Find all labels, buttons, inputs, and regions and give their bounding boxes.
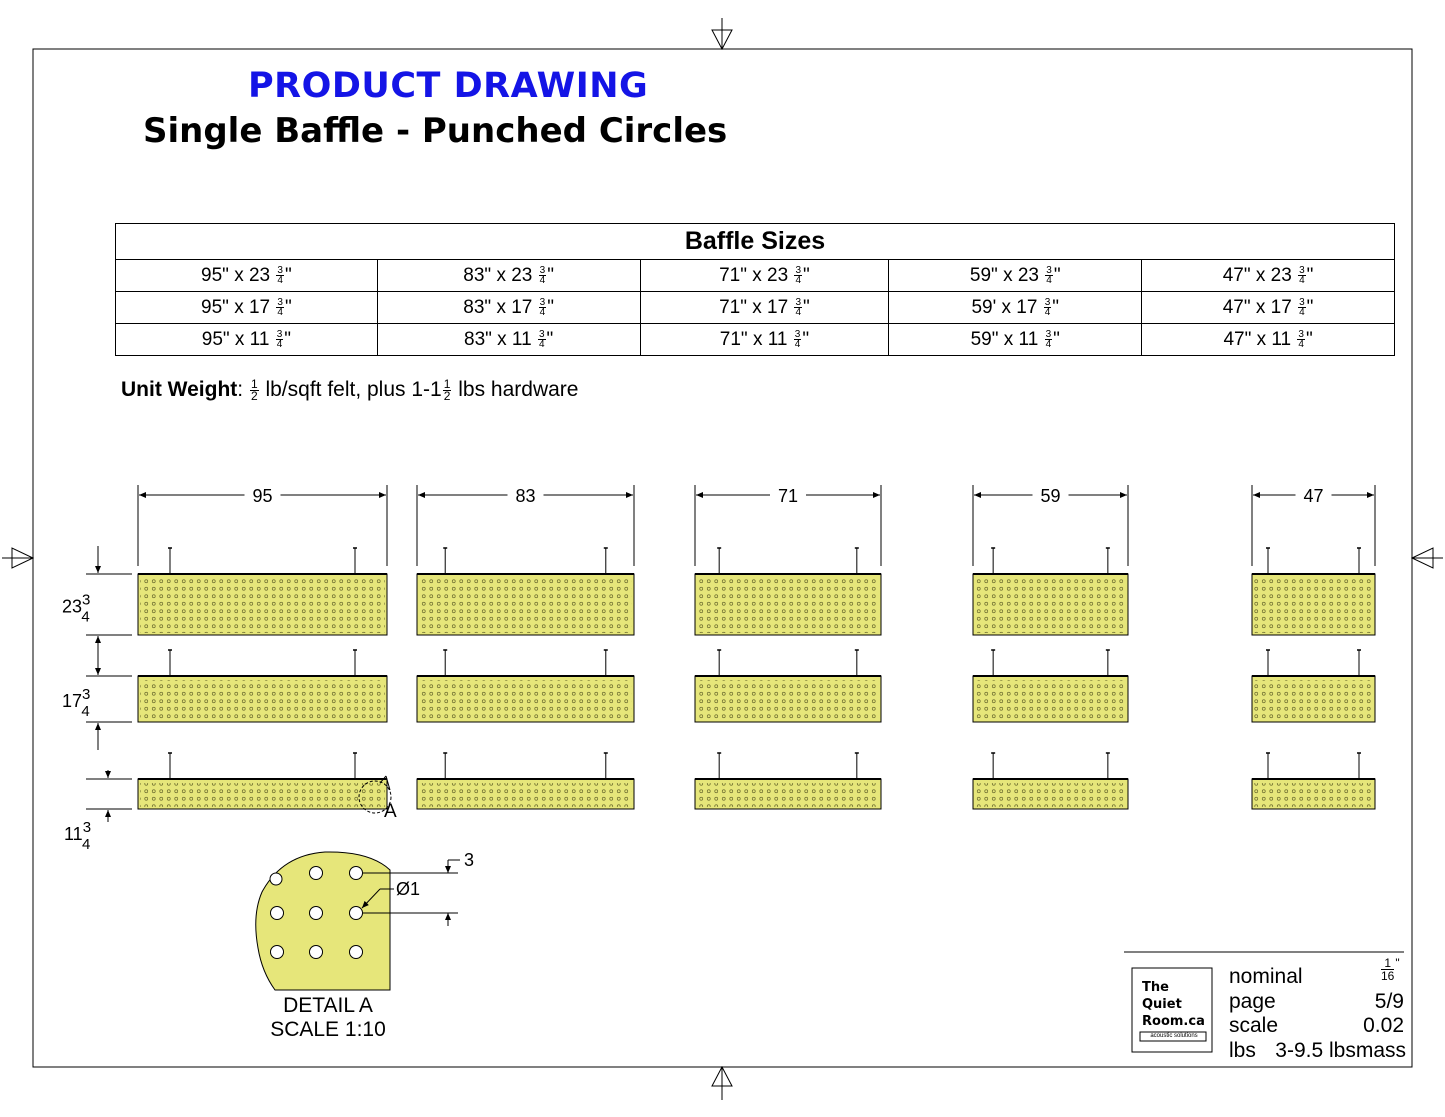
height-dimension	[62, 546, 132, 663]
size-unit: "	[1053, 264, 1061, 286]
mass-value: 3-9.5 lbsmass	[1275, 1039, 1406, 1062]
table-row	[116, 292, 1395, 324]
fraction-half: $\frac{1}{2}$	[443, 376, 451, 403]
detail-hole	[271, 907, 284, 920]
size-fraction: $\frac{3}{4}$	[538, 328, 545, 350]
detail-hole	[271, 946, 284, 959]
baffle-perforation	[140, 783, 385, 807]
size-fraction: $\frac{3}{4}$	[539, 264, 546, 286]
height-dimensions	[62, 546, 132, 853]
detail-hole	[350, 907, 363, 920]
baffle-perforation	[975, 680, 1126, 720]
table-cell	[889, 324, 1142, 356]
baffle-perforation	[419, 680, 632, 720]
size-text: 95" x 23	[201, 264, 276, 286]
width-label: 71	[777, 486, 799, 506]
baffle-perforation	[697, 783, 879, 807]
nominal-value: $\frac{1}{16}$ "	[1381, 956, 1400, 983]
width-dimension	[138, 485, 387, 566]
logo-tagline: acoustic solutions	[1150, 1033, 1198, 1039]
height-label: $17^3$ 4	[62, 686, 91, 720]
baffle-panel	[417, 753, 634, 809]
size-fraction: $\frac{3}{4}$	[795, 296, 802, 318]
size-unit: "	[547, 264, 554, 286]
size-text: 47" x 11	[1223, 328, 1297, 350]
baffle-panel	[138, 650, 387, 722]
baffle-perforation	[697, 578, 879, 633]
size-fraction: $\frac{3}{4}$	[1299, 296, 1305, 318]
size-unit: "	[546, 328, 554, 350]
size-unit: "	[284, 328, 292, 350]
detail-hole	[350, 867, 363, 880]
baffle-perforation	[140, 578, 385, 633]
baffle-perforation	[1254, 783, 1373, 807]
baffle-panel	[973, 650, 1128, 722]
table-cell	[889, 292, 1142, 324]
size-text: 83" x 17	[463, 296, 538, 318]
table-cell	[889, 260, 1142, 292]
baffle-panel	[973, 548, 1128, 635]
baffle-panel	[1252, 753, 1375, 809]
width-dimension	[1252, 485, 1375, 566]
drawing-subtitle: Single Baffle - Punched Circles	[143, 111, 728, 151]
baffle-drawings	[138, 548, 1375, 809]
table-cell	[1142, 260, 1395, 292]
width-label: 83	[515, 486, 536, 506]
detail-a-drawing	[256, 850, 474, 990]
logo-line: The	[1142, 980, 1169, 995]
baffle-perforation	[419, 783, 632, 807]
table-cell	[116, 324, 378, 356]
scale-label: scale	[1229, 1014, 1279, 1037]
table-cell	[116, 292, 378, 324]
unit-weight-colon: :	[237, 378, 249, 401]
size-unit: "	[803, 296, 810, 318]
size-text: 59' x 17	[971, 296, 1043, 318]
baffle-panel	[417, 548, 634, 635]
baffle-panel	[695, 753, 881, 809]
height-label: $11^3$ 4	[64, 819, 92, 853]
size-unit: "	[802, 328, 810, 350]
size-text: 95" x 11	[201, 328, 275, 350]
size-text: 71" x 23	[719, 264, 794, 286]
height-dimension	[64, 770, 132, 853]
detail-callout-letter: A	[384, 801, 397, 822]
size-unit: "	[547, 296, 554, 318]
size-fraction: $\frac{3}{4}$	[794, 328, 801, 350]
baffle-perforation	[697, 680, 879, 720]
unit-weight-line	[121, 378, 578, 402]
width-label: 47	[1303, 486, 1324, 506]
detail-hole	[310, 907, 323, 920]
baffle-perforation	[140, 680, 385, 720]
detail-hole	[350, 946, 363, 959]
size-unit: "	[1052, 296, 1060, 318]
size-fraction: $\frac{3}{4}$	[1298, 328, 1304, 350]
detail-hole	[310, 867, 323, 880]
detail-title: DETAIL A	[283, 994, 373, 1017]
baffle-perforation	[975, 578, 1126, 633]
sheet-border	[33, 49, 1412, 1067]
width-dimensions	[138, 485, 1375, 566]
width-label: 95	[252, 486, 273, 506]
company-logo	[1142, 979, 1205, 1030]
baffle-panel	[417, 650, 634, 722]
detail-a-label	[248, 994, 408, 1042]
table-cell	[377, 292, 640, 324]
baffle-perforation	[1254, 578, 1373, 633]
size-fraction: $\frac{3}{4}$	[795, 264, 802, 286]
size-text: 83" x 23	[463, 264, 538, 286]
size-fraction: $\frac{3}{4}$	[277, 264, 283, 286]
centering-mark-top	[712, 18, 732, 49]
baffle-perforation	[975, 783, 1126, 807]
table-cell	[640, 292, 889, 324]
table-cell	[377, 324, 640, 356]
detail-scale: SCALE 1:10	[270, 1018, 386, 1041]
logo-line: Room.ca	[1142, 1014, 1205, 1029]
baffle-panel	[1252, 650, 1375, 722]
detail-spacing-label: 3	[464, 850, 475, 870]
size-fraction: $\frac{3}{4}$	[1045, 328, 1052, 350]
baffle-panel	[973, 753, 1128, 809]
detail-diameter-label: Ø1	[396, 879, 421, 899]
size-fraction: $\frac{3}{4}$	[276, 328, 283, 350]
baffle-perforation	[419, 578, 632, 633]
table-cell	[377, 260, 640, 292]
baffle-sizes-table	[115, 223, 1395, 356]
table-cell	[640, 324, 889, 356]
size-unit: "	[1306, 264, 1314, 286]
baffle-panel	[138, 548, 387, 635]
centering-mark-bottom	[712, 1067, 732, 1100]
table-row	[116, 260, 1395, 292]
logo-line: Quiet	[1142, 997, 1182, 1012]
page-label: page	[1229, 990, 1276, 1013]
table-heading: Baffle Sizes	[116, 224, 1395, 260]
table-cell	[116, 260, 378, 292]
mass-label: lbs	[1229, 1039, 1256, 1062]
size-fraction: $\frac{3}{4}$	[277, 296, 283, 318]
size-unit: "	[1305, 328, 1313, 350]
table-cell	[1142, 324, 1395, 356]
baffle-panel	[695, 548, 881, 635]
baffle-panel	[695, 650, 881, 722]
size-text: 47" x 17	[1222, 296, 1298, 318]
size-unit: "	[1053, 328, 1060, 350]
table-cell	[640, 260, 889, 292]
drawing-title: PRODUCT DRAWING	[248, 66, 649, 106]
size-unit: "	[803, 264, 810, 286]
size-fraction: $\frac{3}{4}$	[1046, 264, 1052, 286]
size-text: 59" x 23	[969, 264, 1045, 286]
size-fraction: $\frac{3}{4}$	[539, 296, 546, 318]
centering-mark-right	[1412, 548, 1443, 568]
size-text: 47" x 23	[1222, 264, 1298, 286]
nominal-label: nominal	[1229, 965, 1303, 988]
size-unit: "	[284, 264, 292, 286]
width-dimension	[973, 485, 1128, 566]
size-text: 71" x 11	[719, 328, 793, 350]
unit-weight-hardware: lbs hardware	[452, 378, 579, 401]
fraction-half: $\frac{1}{2}$	[250, 376, 258, 403]
detail-hole	[310, 946, 323, 959]
height-dimension	[62, 648, 132, 750]
size-fraction: $\frac{3}{4}$	[1044, 296, 1051, 318]
size-fraction: $\frac{3}{4}$	[1299, 264, 1305, 286]
baffle-perforation	[1254, 680, 1373, 720]
size-unit: "	[284, 296, 292, 318]
unit-weight-label: Unit Weight	[121, 378, 238, 401]
detail-hole	[270, 873, 282, 885]
scale-value: 0.02	[1363, 1014, 1404, 1037]
width-dimension	[695, 485, 881, 566]
table-row	[116, 324, 1395, 356]
size-text: 83" x 11	[464, 328, 537, 350]
table-cell	[1142, 292, 1395, 324]
height-label: $23^3$ 4	[62, 591, 91, 626]
size-text: 95" x 17	[201, 296, 276, 318]
page-value: 5/9	[1374, 990, 1404, 1013]
size-text: 59" x 11	[970, 328, 1044, 350]
centering-mark-left	[2, 548, 33, 568]
width-label: 59	[1040, 486, 1061, 506]
size-text: 71" x 17	[719, 296, 794, 318]
size-unit: "	[1306, 296, 1314, 318]
width-dimension	[417, 485, 634, 566]
unit-weight-text: lb/sqft felt, plus 1-1	[259, 378, 442, 401]
baffle-panel	[1252, 548, 1375, 635]
baffle-panel	[138, 753, 387, 809]
